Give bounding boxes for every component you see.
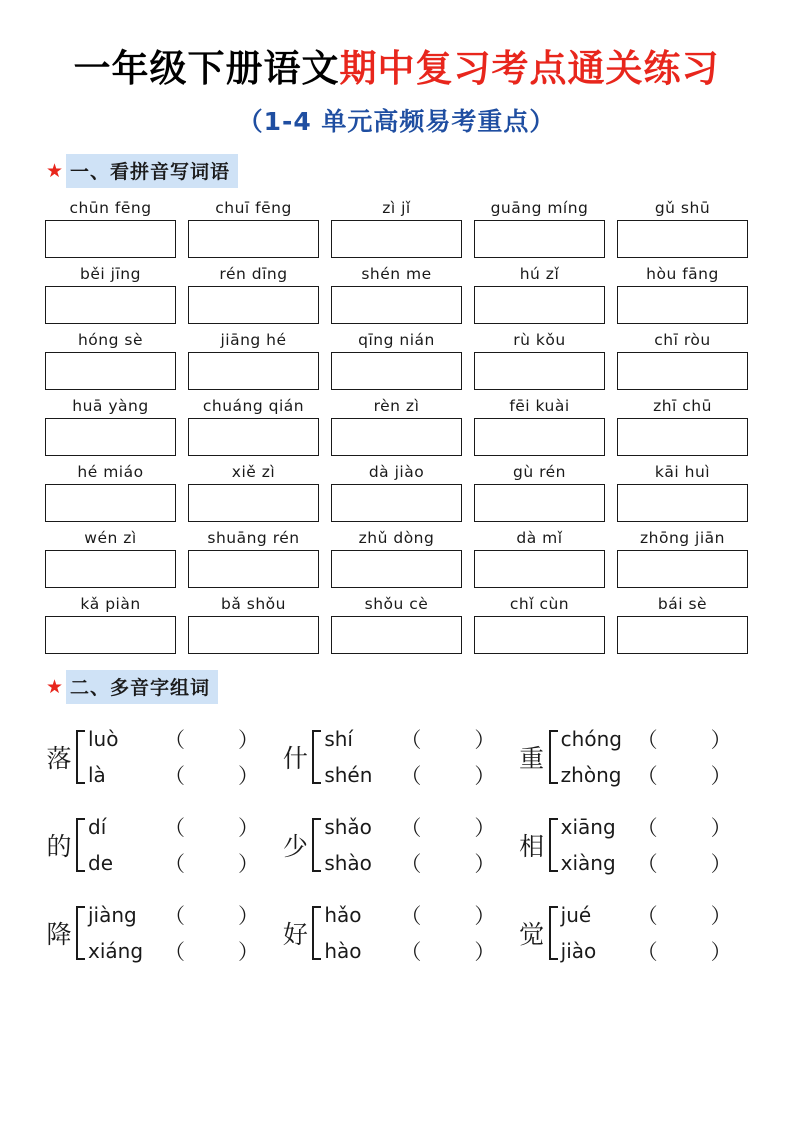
title-red-part: 期中复习考点通关练习 [339, 47, 720, 90]
write-box[interactable] [617, 352, 748, 390]
pinyin-label: bǎ shǒu [221, 595, 286, 613]
pinyin-label: rén dīng [219, 265, 288, 283]
pinyin-label: chǐ cùn [509, 595, 570, 613]
duoyinzi-char: 好 [282, 920, 308, 949]
pinyin-label: hóng sè [77, 331, 143, 349]
duoyinzi-lines [324, 810, 496, 880]
pinyin-cell [616, 460, 749, 522]
pinyin-cell [616, 262, 749, 324]
write-box[interactable] [474, 418, 605, 456]
reading-label: xiāng [560, 815, 616, 839]
pinyin-cell [330, 196, 463, 258]
pinyin-label: huā yàng [72, 397, 149, 415]
pinyin-label: zhī chū [653, 397, 712, 415]
answer-paren[interactable]: （ ） [636, 764, 733, 788]
brace-icon [76, 900, 86, 966]
pinyin-cell [616, 196, 749, 258]
pinyin-cell [616, 328, 749, 390]
write-box[interactable] [188, 616, 319, 654]
duoyinzi-group [515, 810, 751, 880]
duoyinzi-lines [324, 898, 496, 968]
pinyin-label: rèn zì [373, 397, 420, 415]
pinyin-cell [187, 196, 320, 258]
section-header-1 [46, 154, 757, 188]
reading-label: hào [324, 939, 362, 963]
write-box[interactable] [45, 550, 176, 588]
answer-paren[interactable]: （ ） [400, 764, 497, 788]
pinyin-row [44, 328, 749, 390]
reading-label: shén [324, 763, 373, 787]
duoyinzi-line [88, 812, 260, 842]
write-box[interactable] [617, 220, 748, 258]
duoyinzi-char: 少 [282, 832, 308, 861]
write-box[interactable] [617, 616, 748, 654]
pinyin-label: shǒu cè [364, 595, 429, 613]
pinyin-label: chī ròu [654, 331, 711, 349]
reading-label: hǎo [324, 903, 362, 927]
pinyin-row [44, 526, 749, 588]
star-icon: ★ [46, 160, 64, 182]
brace-icon [76, 724, 86, 790]
duoyinzi-line [324, 900, 496, 930]
write-box[interactable] [188, 286, 319, 324]
reading-label: de [88, 851, 113, 875]
write-box[interactable] [617, 286, 748, 324]
pinyin-cell [187, 592, 320, 654]
write-box[interactable] [45, 484, 176, 522]
reading-label: xiáng [88, 939, 144, 963]
pinyin-cell [616, 526, 749, 588]
pinyin-label: kāi huì [654, 463, 711, 481]
brace-icon [76, 812, 86, 878]
write-box[interactable] [331, 286, 462, 324]
write-box[interactable] [474, 220, 605, 258]
pinyin-cell [616, 592, 749, 654]
pinyin-label: dà mǐ [516, 529, 563, 547]
pinyin-cell [330, 526, 463, 588]
duoyinzi-group [42, 722, 278, 792]
write-box[interactable] [45, 286, 176, 324]
pinyin-cell [473, 394, 606, 456]
pinyin-cell [44, 526, 177, 588]
write-box[interactable] [331, 418, 462, 456]
write-box[interactable] [331, 484, 462, 522]
duoyinzi-char: 的 [46, 832, 72, 861]
reading-label: chóng [560, 727, 622, 751]
write-box[interactable] [474, 484, 605, 522]
duoyinzi-lines [561, 722, 733, 792]
pinyin-cell [187, 526, 320, 588]
brace-icon [312, 900, 322, 966]
answer-paren[interactable]: （ ） [164, 816, 260, 840]
write-box[interactable] [45, 220, 176, 258]
brace-icon [312, 724, 322, 790]
pinyin-cell [473, 526, 606, 588]
duoyinzi-char: 相 [519, 832, 545, 861]
pinyin-label: gù rén [513, 463, 566, 481]
pinyin-cell [44, 394, 177, 456]
duoyinzi-line [88, 724, 260, 754]
reading-label: jiàng [88, 903, 137, 927]
duoyinzi-row [42, 802, 751, 888]
pinyin-cell [330, 592, 463, 654]
pinyin-label: shén me [361, 265, 432, 283]
reading-label: xiàng [560, 851, 616, 875]
pinyin-cell [187, 394, 320, 456]
pinyin-label: guāng míng [490, 199, 589, 217]
pinyin-cell [473, 196, 606, 258]
brace-icon [549, 812, 559, 878]
duoyinzi-group [515, 898, 751, 968]
pinyin-label: bái sè [657, 595, 708, 613]
duoyinzi-char: 落 [46, 744, 72, 773]
pinyin-label: hòu fāng [646, 265, 719, 283]
pinyin-label: fēi kuài [509, 397, 570, 415]
answer-paren[interactable]: （ ） [400, 728, 497, 752]
write-box[interactable] [617, 550, 748, 588]
reading-label: shǎo [324, 815, 372, 839]
duoyinzi-lines [561, 898, 733, 968]
duoyinzi-grid [36, 714, 757, 976]
pinyin-cell [473, 592, 606, 654]
answer-paren[interactable]: （ ） [164, 764, 260, 788]
write-box[interactable] [331, 616, 462, 654]
pinyin-label: běi jīng [80, 265, 141, 283]
pinyin-cell [473, 328, 606, 390]
duoyinzi-line [88, 760, 260, 790]
section-1-label: 一、看拼音写词语 [66, 154, 238, 188]
duoyinzi-lines [88, 722, 260, 792]
pinyin-label: chūn fēng [69, 199, 152, 217]
write-box[interactable] [474, 286, 605, 324]
pinyin-cell [330, 328, 463, 390]
answer-paren[interactable]: （ ） [400, 816, 497, 840]
write-box[interactable] [188, 484, 319, 522]
duoyinzi-line [324, 848, 496, 878]
write-box[interactable] [474, 616, 605, 654]
pinyin-cell [473, 262, 606, 324]
duoyinzi-line [324, 760, 496, 790]
duoyinzi-char: 觉 [519, 920, 545, 949]
pinyin-label: hú zǐ [519, 265, 560, 283]
duoyinzi-group [278, 810, 514, 880]
answer-paren[interactable]: （ ） [636, 940, 733, 964]
answer-paren[interactable]: （ ） [164, 940, 260, 964]
pinyin-label: jiāng hé [220, 331, 287, 349]
duoyinzi-group [278, 722, 514, 792]
answer-paren[interactable]: （ ） [636, 904, 733, 928]
section-header-2 [46, 670, 757, 704]
write-box[interactable] [45, 616, 176, 654]
duoyinzi-group [515, 722, 751, 792]
answer-paren[interactable]: （ ） [400, 852, 497, 876]
pinyin-label: zì jǐ [382, 199, 411, 217]
duoyinzi-line [561, 900, 733, 930]
pinyin-row [44, 196, 749, 258]
brace-icon [312, 812, 322, 878]
pinyin-label: gǔ shū [654, 199, 711, 217]
duoyinzi-lines [88, 898, 260, 968]
pinyin-label: wén zì [84, 529, 137, 547]
reading-label: shào [324, 851, 372, 875]
page-subtitle: （1-4 单元高频易考重点） [237, 107, 556, 136]
pinyin-cell [44, 196, 177, 258]
answer-paren[interactable]: （ ） [636, 728, 733, 752]
pinyin-label: xiě zì [231, 463, 276, 481]
answer-paren[interactable]: （ ） [400, 940, 497, 964]
duoyinzi-char: 什 [282, 744, 308, 773]
pinyin-cell [187, 262, 320, 324]
pinyin-cell [330, 394, 463, 456]
pinyin-label: chuáng qián [202, 397, 305, 415]
write-box[interactable] [617, 418, 748, 456]
pinyin-cell [44, 262, 177, 324]
write-box[interactable] [45, 418, 176, 456]
duoyinzi-line [324, 936, 496, 966]
duoyinzi-line [324, 812, 496, 842]
pinyin-row [44, 394, 749, 456]
duoyinzi-line [561, 724, 733, 754]
write-box[interactable] [188, 220, 319, 258]
answer-paren[interactable]: （ ） [164, 852, 260, 876]
answer-paren[interactable]: （ ） [636, 816, 733, 840]
duoyinzi-line [561, 936, 733, 966]
pinyin-row [44, 460, 749, 522]
pinyin-label: hé miáo [77, 463, 144, 481]
brace-icon [549, 900, 559, 966]
duoyinzi-line [561, 812, 733, 842]
write-box[interactable] [474, 352, 605, 390]
pinyin-cell [616, 394, 749, 456]
duoyinzi-lines [324, 722, 496, 792]
pinyin-cell [44, 328, 177, 390]
duoyinzi-char: 重 [519, 744, 545, 773]
write-box[interactable] [188, 352, 319, 390]
write-box[interactable] [474, 550, 605, 588]
duoyinzi-line [88, 848, 260, 878]
write-box[interactable] [188, 418, 319, 456]
answer-paren[interactable]: （ ） [164, 728, 260, 752]
pinyin-cell [44, 592, 177, 654]
duoyinzi-line [561, 848, 733, 878]
reading-label: shí [324, 727, 353, 751]
reading-label: luò [88, 727, 119, 751]
page-title [36, 0, 757, 92]
reading-label: dí [88, 815, 107, 839]
pinyin-label: kǎ piàn [80, 595, 141, 613]
pinyin-label: zhǔ dòng [358, 529, 435, 547]
pinyin-cell [44, 460, 177, 522]
section-2-label: 二、多音字组词 [66, 670, 218, 704]
page-subtitle-row [36, 102, 757, 138]
write-box[interactable] [45, 352, 176, 390]
pinyin-cell [330, 262, 463, 324]
pinyin-cell [187, 460, 320, 522]
pinyin-row [44, 262, 749, 324]
write-box[interactable] [617, 484, 748, 522]
duoyinzi-row [42, 890, 751, 976]
write-box[interactable] [331, 352, 462, 390]
write-box[interactable] [331, 220, 462, 258]
pinyin-cell [187, 328, 320, 390]
duoyinzi-line [324, 724, 496, 754]
duoyinzi-lines [88, 810, 260, 880]
duoyinzi-group [42, 898, 278, 968]
answer-paren[interactable]: （ ） [164, 904, 260, 928]
pinyin-label: zhōng jiān [640, 529, 725, 547]
reading-label: là [88, 763, 106, 787]
pinyin-label: chuī fēng [215, 199, 292, 217]
duoyinzi-line [88, 900, 260, 930]
reading-label: jué [560, 903, 592, 927]
answer-paren[interactable]: （ ） [636, 852, 733, 876]
pinyin-cell [473, 460, 606, 522]
pinyin-label: rù kǒu [513, 331, 566, 349]
pinyin-label: dà jiào [368, 463, 425, 481]
duoyinzi-row [42, 714, 751, 800]
star-icon: ★ [46, 676, 64, 698]
reading-label: zhòng [560, 763, 622, 787]
pinyin-writing-grid [36, 196, 757, 654]
write-box[interactable] [331, 550, 462, 588]
duoyinzi-char: 降 [46, 920, 72, 949]
duoyinzi-group [42, 810, 278, 880]
duoyinzi-line [88, 936, 260, 966]
pinyin-label: shuāng rén [207, 529, 300, 547]
pinyin-label: qīng nián [358, 331, 435, 349]
brace-icon [549, 724, 559, 790]
write-box[interactable] [188, 550, 319, 588]
duoyinzi-line [561, 760, 733, 790]
duoyinzi-group [278, 898, 514, 968]
pinyin-row [44, 592, 749, 654]
title-black-part: 一年级下册语文 [73, 47, 340, 90]
pinyin-cell [330, 460, 463, 522]
reading-label: jiào [560, 939, 597, 963]
answer-paren[interactable]: （ ） [400, 904, 497, 928]
duoyinzi-lines [561, 810, 733, 880]
